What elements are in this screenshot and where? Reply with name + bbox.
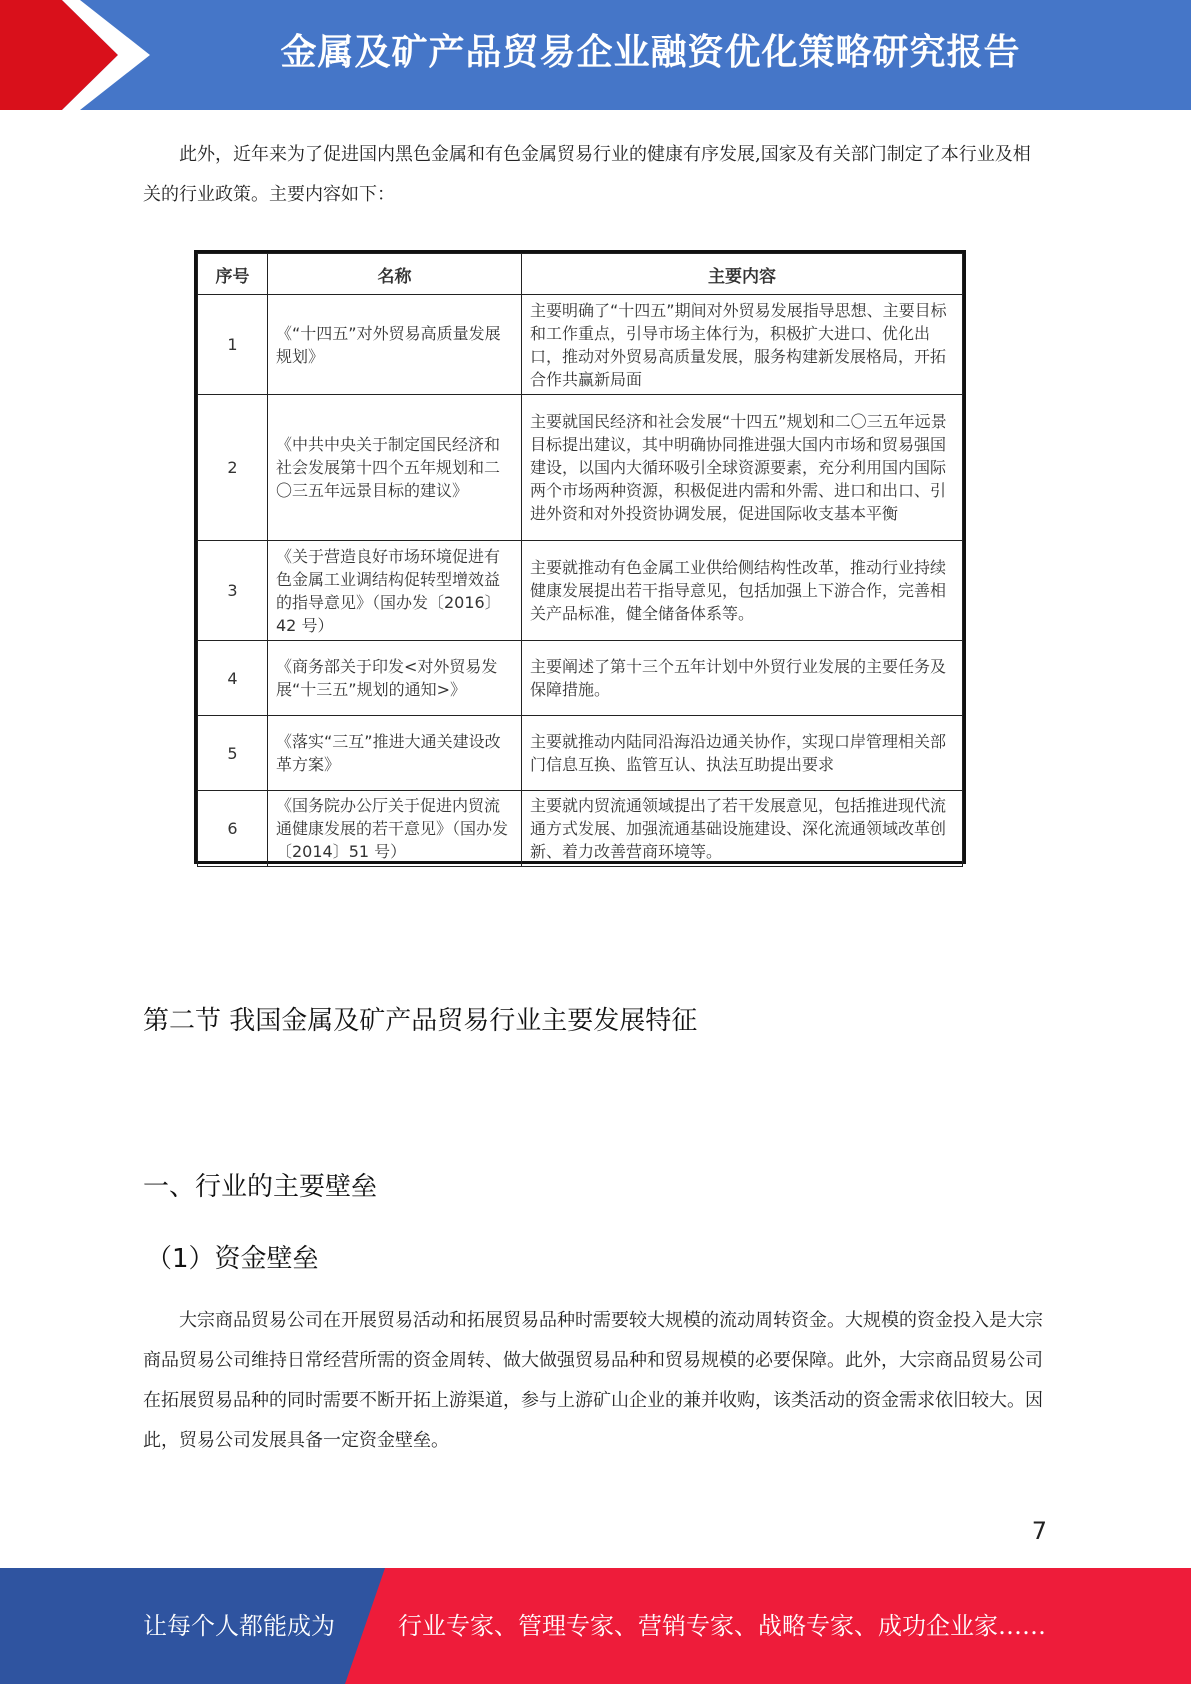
table-row <box>198 541 963 641</box>
row-content: 主要明确了“十四五”期间对外贸易发展指导思想、主要目标和工作重点，引导市场主体行为，积极扩大进口、优化出口，推动对外贸易高质量发展，服务构建新发展格局，开拓合作共赢新局面 <box>522 295 963 395</box>
subsubsection-heading: （1）资金壁垒 <box>146 1244 319 1274</box>
row-name: 《落实“三互”推进大通关建设改革方案》 <box>268 716 522 791</box>
table-row <box>198 716 963 791</box>
row-seq: 1 <box>198 295 268 395</box>
row-name: 《国务院办公厅关于促进内贸流通健康发展的若干意见》（国办发〔2014〕51 号） <box>268 791 522 867</box>
page-header <box>0 0 1191 110</box>
intro-paragraph: 此外，近年来为了促进国内黑色金属和有色金属贸易行业的健康有序发展,国家及有关部门制定了本行业及相关的行业政策。主要内容如下： <box>143 144 1031 205</box>
table-header-row <box>198 254 963 295</box>
table-row <box>198 641 963 716</box>
footer-slogan-left: 让每个人都能成为 <box>143 1612 335 1640</box>
page-footer <box>0 1568 1191 1684</box>
header-content: 主要内容 <box>522 254 963 295</box>
header-title: 金属及矿产品贸易企业融资优化策略研究报告 <box>280 32 1021 73</box>
row-name: 《中共中央关于制定国民经济和社会发展第十四个五年规划和二〇三五年远景目标的建议》 <box>268 395 522 541</box>
body-paragraph: 大宗商品贸易公司在开展贸易活动和拓展贸易品种时需要较大规模的流动周转资金。大规模的资金投入是大宗商品贸易公司维持日常经营所需的资金周转、做大做强贸易品种和贸易规模的必要保障。此外，大宗商品贸易公司在拓展贸易品种的同时需要不断开拓上游渠道，参与上游矿山企业的兼并收购，该类活动的资金需求依旧较大。因此，贸易公司发展具备一定资金壁垒。 <box>143 1310 1043 1451</box>
row-content: 主要就国民经济和社会发展“十四五”规划和二〇三五年远景目标提出建议，其中明确协同推进强大国内市场和贸易强国建设，以国内大循环吸引全球资源要素，充分利用国内国际两个市场两种资源，积极促进内需和外需、进口和出口、引进外资和对外投资协调发展，促进国际收支基本平衡 <box>522 395 963 541</box>
row-seq: 5 <box>198 716 268 791</box>
row-seq: 3 <box>198 541 268 641</box>
row-seq: 2 <box>198 395 268 541</box>
row-seq: 6 <box>198 791 268 867</box>
policy-table <box>194 250 966 864</box>
footer-slogan-right: 行业专家、管理专家、营销专家、战略专家、成功企业家…… <box>398 1612 1046 1640</box>
row-name: 《商务部关于印发<对外贸易发展“十三五”规划的通知>》 <box>268 641 522 716</box>
row-content: 主要就推动内陆同沿海沿边通关协作，实现口岸管理相关部门信息互换、监管互认、执法互助提出要求 <box>522 716 963 791</box>
header-seq: 序号 <box>198 254 268 295</box>
table-row <box>198 295 963 395</box>
row-name: 《“十四五”对外贸易高质量发展规划》 <box>268 295 522 395</box>
row-name: 《关于营造良好市场环境促进有色金属工业调结构促转型增效益的指导意见》（国办发〔2016〕42 号） <box>268 541 522 641</box>
table-row <box>198 791 963 867</box>
table-row <box>198 395 963 541</box>
subsection-heading: 一、行业的主要壁垒 <box>143 1172 378 1202</box>
page-number: 7 <box>1031 1517 1047 1545</box>
row-content: 主要就推动有色金属工业供给侧结构性改革，推动行业持续健康发展提出若干指导意见，包括加强上下游合作，完善相关产品标准，健全储备体系等。 <box>522 541 963 641</box>
row-content: 主要就内贸流通领域提出了若干发展意见，包括推进现代流通方式发展、加强流通基础设施建设、深化流通领域改革创新、着力改善营商环境等。 <box>522 791 963 867</box>
row-content: 主要阐述了第十三个五年计划中外贸行业发展的主要任务及保障措施。 <box>522 641 963 716</box>
row-seq: 4 <box>198 641 268 716</box>
header-name: 名称 <box>268 254 522 295</box>
section-heading: 第二节 我国金属及矿产品贸易行业主要发展特征 <box>143 1006 698 1036</box>
